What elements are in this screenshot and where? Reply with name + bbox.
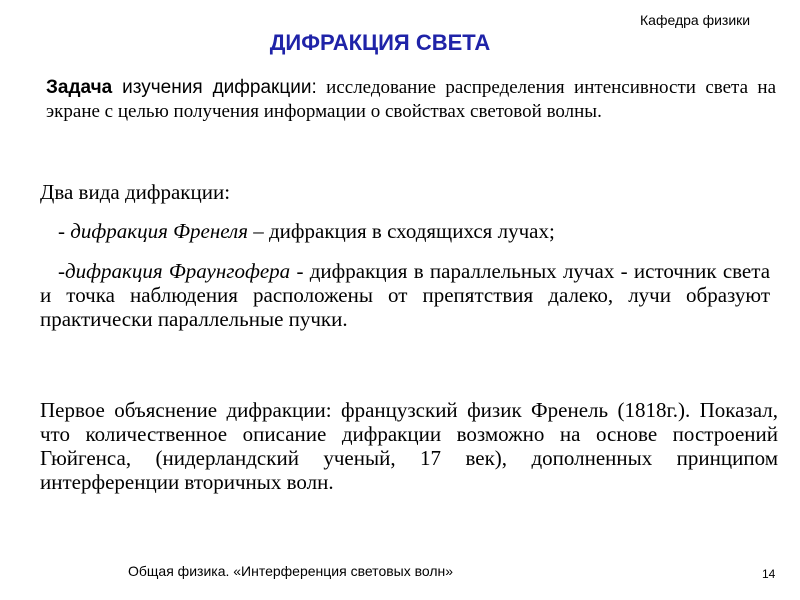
page-number: 14 <box>762 567 776 581</box>
fresnel-desc: – дифракция в сходящихся лучах; <box>247 219 555 243</box>
fraunhofer-prefix: - <box>58 259 65 283</box>
fresnel-item <box>58 219 555 244</box>
task-lead <box>46 77 317 98</box>
fresnel-prefix: - <box>58 219 71 243</box>
task-label-rest: изучения дифракции: <box>122 77 317 98</box>
task-label: Задача <box>46 77 113 98</box>
fraunhofer-name: дифракция Фраунгофера <box>65 259 291 283</box>
department-label: Кафедра физики <box>640 12 751 28</box>
task-paragraph <box>46 76 776 124</box>
footer-course: Общая физика. «Интерференция световых волн» <box>128 563 454 579</box>
types-heading: Два вида дифракции: <box>40 180 231 204</box>
fraunhofer-desc: - дифракция в параллельных лучах - источник света и точка наблюдения расположены от препятствия далеко, лучи образуют практически параллельные пучки. <box>40 259 771 331</box>
slide-title: ДИФРАКЦИЯ СВЕТА <box>269 30 491 55</box>
fresnel-name: дифракция Френеля <box>70 219 248 243</box>
fraunhofer-item <box>40 259 770 331</box>
history-paragraph: Первое объяснение дифракции: французский физик Френель (1818г.). Показал, что количественное описание дифракции возможно на основе построений Гюйгенса, (нидерландский ученый, 17 век), дополненных принципом интерференции вторичных волн. <box>40 398 778 494</box>
task-text: исследование распределения интенсивности света на экране с целью получения информации о свойствах световой волны. <box>46 77 777 122</box>
